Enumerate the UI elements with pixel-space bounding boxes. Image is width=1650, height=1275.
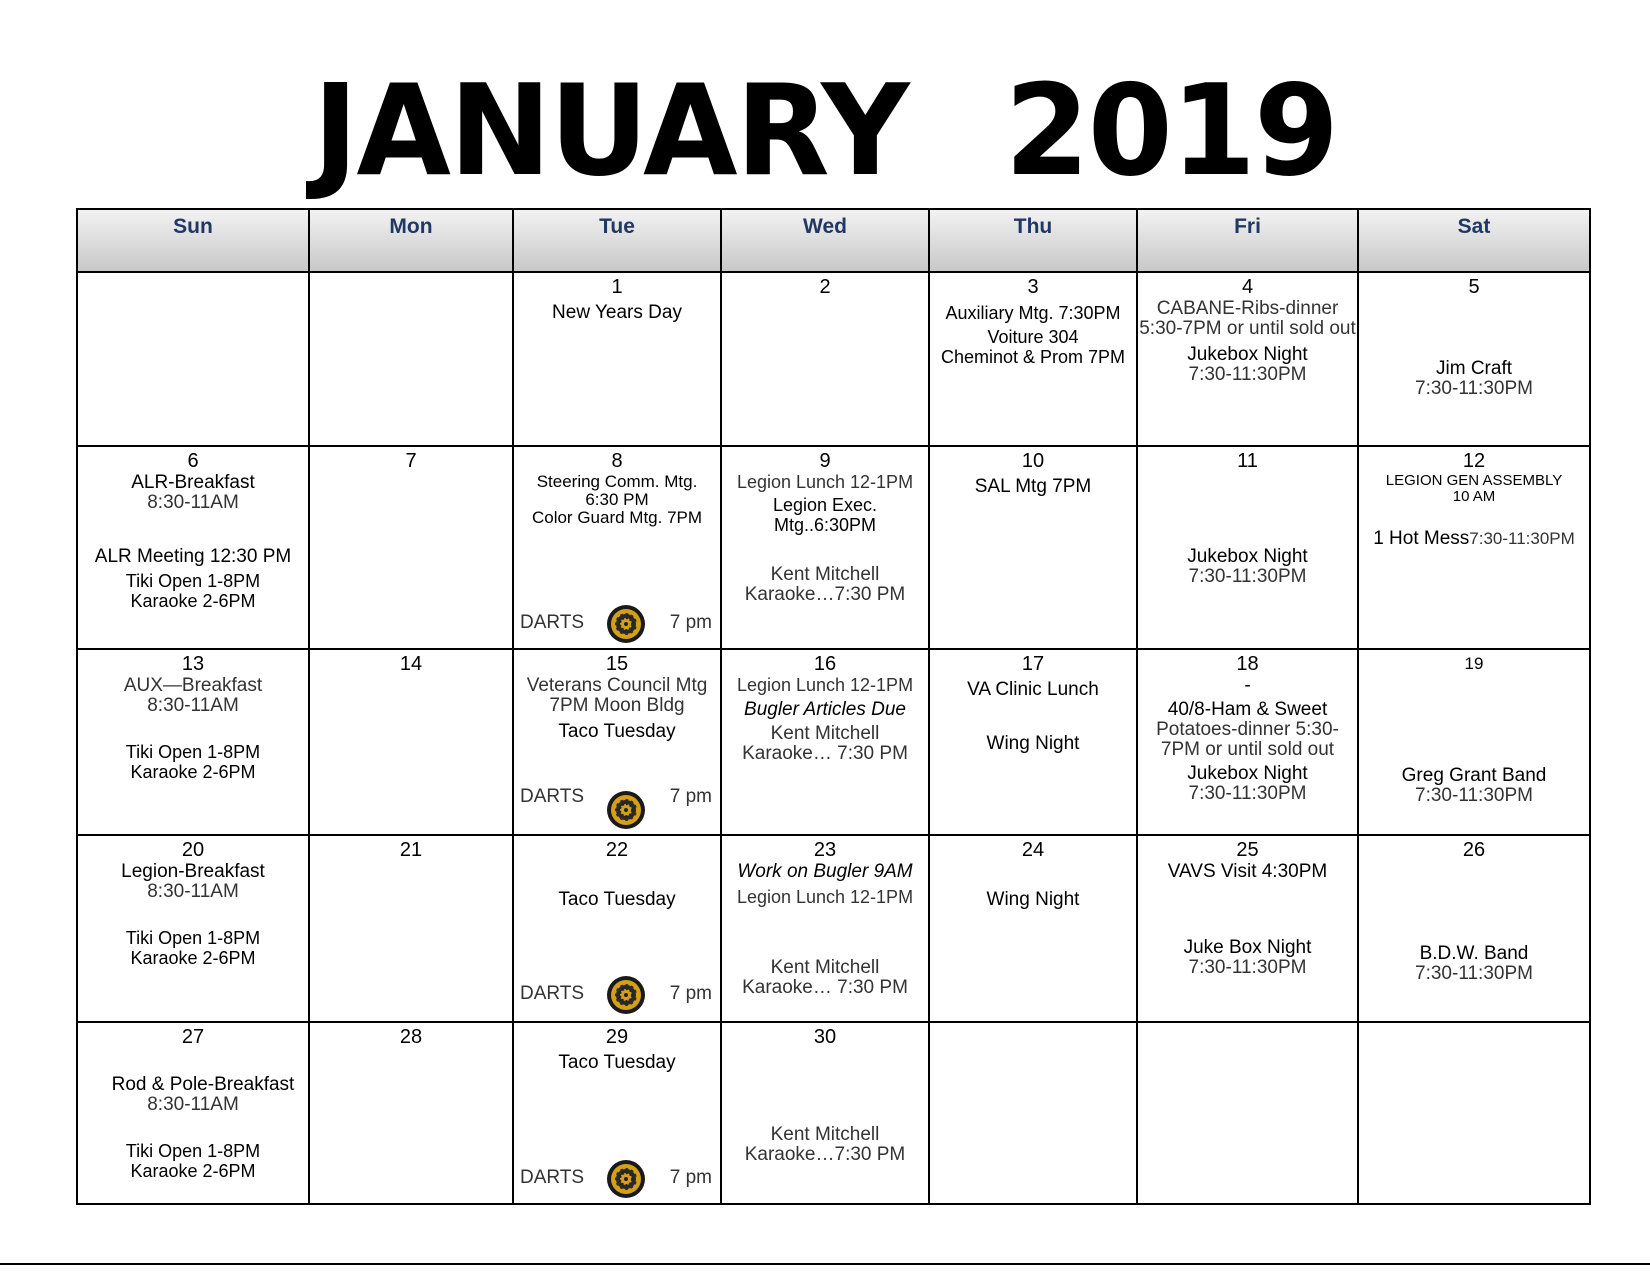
day-number: 10: [1021, 450, 1045, 472]
event: Jukebox Night: [1187, 763, 1308, 784]
day-cell: [721, 1022, 929, 1204]
event: Karaoke…7:30 PM: [744, 584, 906, 605]
day-number: 18: [1236, 653, 1259, 675]
dartboard-icon: [606, 790, 646, 830]
day-cell: [721, 835, 929, 1022]
day-number: 13: [181, 653, 205, 675]
day-number: 28: [399, 1026, 423, 1048]
darts-label: DARTS: [520, 612, 585, 633]
day-number: 4: [1241, 276, 1254, 298]
event: Wing Night: [986, 889, 1080, 910]
event: Voiture 304: [987, 327, 1079, 347]
darts-label: DARTS: [520, 786, 585, 807]
day-number: 17: [1021, 653, 1045, 675]
event: VAVS Visit 4:30PM: [1167, 861, 1328, 882]
day-cell-empty: [309, 272, 513, 446]
day-cell: [721, 649, 929, 835]
event: Legion-Breakfast: [121, 861, 265, 882]
event: Tiki Open 1-8PM: [125, 742, 261, 762]
event: Steering Comm. Mtg. 6:30 PM: [536, 472, 698, 509]
event: Veterans Council Mtg: [526, 675, 708, 696]
day-number: 27: [181, 1026, 205, 1048]
day-cell: [309, 649, 513, 835]
weekday-mon: Mon: [309, 209, 513, 272]
darts-event: [514, 602, 720, 644]
day-number: 16: [813, 653, 837, 675]
event: Tiki Open 1-8PM: [125, 928, 261, 948]
day-number: 3: [1027, 276, 1039, 298]
day-cell-empty: [929, 1022, 1137, 1204]
event: Greg Grant Band: [1401, 765, 1547, 786]
event: Legion Lunch 12-1PM: [736, 472, 914, 492]
day-number: 23: [813, 839, 837, 861]
weekday-fri: Fri: [1137, 209, 1358, 272]
event: Juke Box Night: [1183, 937, 1312, 958]
weekday-tue: Tue: [513, 209, 721, 272]
event: B.D.W. Band: [1419, 943, 1529, 964]
darts-time: 7 pm: [669, 983, 712, 1004]
day-number: 20: [181, 839, 205, 861]
title-month: JANUARY: [312, 57, 908, 204]
week-row: [77, 1022, 1590, 1204]
dartboard-icon: [606, 1159, 646, 1199]
day-number: 1: [611, 276, 623, 298]
event: Legion Lunch 12-1PM: [736, 887, 914, 907]
weekday-header-row: [77, 209, 1590, 272]
event: Legion Lunch 12-1PM: [736, 675, 914, 695]
event: 7:30-11:30PM: [1415, 785, 1533, 806]
day-number: 7: [405, 450, 417, 472]
event: Bugler Articles Due: [744, 699, 906, 720]
event: 8:30-11AM: [147, 1094, 239, 1115]
event: Karaoke…7:30 PM: [744, 1144, 906, 1165]
day-number: 14: [399, 653, 423, 675]
event: SAL Mtg 7PM: [974, 476, 1092, 497]
event: Kent Mitchell: [770, 1124, 880, 1145]
day-cell: [1137, 649, 1358, 835]
event: Tiki Open 1-8PM: [125, 1141, 261, 1161]
weekday-thu: Thu: [929, 209, 1137, 272]
darts-time: 7 pm: [669, 786, 712, 807]
day-cell: [929, 272, 1137, 446]
day-cell: [721, 272, 929, 446]
day-cell-empty: [1358, 1022, 1590, 1204]
day-number: 15: [605, 653, 629, 675]
day-number: 29: [605, 1026, 629, 1048]
event: 8:30-11AM: [147, 492, 239, 513]
day-cell: [1358, 649, 1590, 835]
event: VA Clinic Lunch: [967, 679, 1099, 700]
day-cell: [929, 649, 1137, 835]
event: 7:30-11:30PM: [1415, 963, 1533, 984]
event: 1 Hot Mess: [1373, 528, 1470, 549]
day-cell: [1358, 835, 1590, 1022]
title-year: 2019: [1004, 57, 1338, 204]
day-cell: [309, 835, 513, 1022]
event: 7:30-11:30PM: [1188, 364, 1307, 385]
event: Tiki Open 1-8PM: [125, 571, 261, 591]
event: Jukebox Night: [1187, 546, 1308, 567]
day-cell: [309, 1022, 513, 1204]
dartboard-icon: [606, 604, 646, 644]
event: ALR-Breakfast: [131, 472, 255, 493]
day-number: 21: [399, 839, 423, 861]
day-number: 8: [611, 450, 623, 472]
event: Karaoke 2-6PM: [130, 762, 256, 782]
day-cell: [721, 446, 929, 649]
day-number: 30: [813, 1026, 837, 1048]
darts-time: 7 pm: [669, 612, 712, 633]
event: Kent Mitchell: [770, 723, 880, 744]
event: 7:30-11:30PM: [1188, 566, 1307, 587]
page-bottom-rule: [0, 1263, 1650, 1265]
weekday-sun: Sun: [77, 209, 309, 272]
event: Jim Craft: [1436, 358, 1512, 379]
event: Karaoke… 7:30 PM: [742, 977, 908, 998]
day-cell: [513, 272, 721, 446]
event: Color Guard Mtg. 7PM: [531, 508, 703, 527]
day-cell: [77, 835, 309, 1022]
week-row: [77, 649, 1590, 835]
event: Wing Night: [986, 733, 1080, 754]
weekday-wed: Wed: [721, 209, 929, 272]
day-number: 24: [1021, 839, 1045, 861]
weekday-sat: Sat: [1358, 209, 1590, 272]
day-cell: [77, 1022, 309, 1204]
event: 5:30-7PM or until sold out: [1139, 318, 1356, 339]
darts-event: [514, 788, 720, 830]
event: Taco Tuesday: [558, 721, 676, 742]
day-cell: [513, 446, 721, 649]
week-row: [77, 272, 1590, 446]
darts-event: [514, 1157, 720, 1199]
event: 10 AM: [1452, 488, 1496, 505]
event: 8:30-11AM: [147, 881, 239, 902]
event: ALR Meeting 12:30 PM: [94, 546, 292, 567]
day-cell: [929, 835, 1137, 1022]
event: 7:30-11:30PM: [1188, 783, 1307, 804]
day-cell: [77, 446, 309, 649]
event: 40/8-Ham & Sweet: [1167, 699, 1328, 720]
day-cell: [1137, 272, 1358, 446]
event: Potatoes-dinner 5:30-7PM or until sold out: [1156, 719, 1339, 760]
event: Karaoke 2-6PM: [130, 591, 256, 611]
day-cell: [929, 446, 1137, 649]
event: Cheminot & Prom 7PM: [940, 347, 1126, 367]
event: Auxiliary Mtg. 7:30PM: [945, 303, 1121, 323]
event: Karaoke… 7:30 PM: [742, 743, 908, 764]
darts-label: DARTS: [520, 983, 585, 1004]
week-row: [77, 446, 1590, 649]
day-cell: [513, 835, 721, 1022]
day-number: 12: [1462, 450, 1486, 472]
week-row: [77, 835, 1590, 1022]
event: Rod & Pole-Breakfast: [111, 1074, 295, 1095]
day-cell-empty: [1137, 1022, 1358, 1204]
day-cell: [1137, 446, 1358, 649]
dartboard-icon: [606, 975, 646, 1015]
day-number: 2: [819, 276, 831, 298]
event: Taco Tuesday: [558, 889, 676, 910]
event: LEGION GEN ASSEMBLY: [1385, 472, 1563, 489]
event: Jukebox Night: [1187, 344, 1308, 365]
event: CABANE-Ribs-dinner: [1156, 298, 1339, 319]
event: 7:30-11:30PM: [1415, 378, 1533, 399]
event: 8:30-11AM: [147, 695, 239, 716]
day-number: 19: [1464, 654, 1484, 673]
calendar-grid: [76, 208, 1591, 1205]
day-cell: [1137, 835, 1358, 1022]
day-cell: [1358, 272, 1590, 446]
day-cell: [77, 649, 309, 835]
day-cell-empty: [77, 272, 309, 446]
event: Kent Mitchell: [770, 957, 880, 978]
day-cell: [513, 1022, 721, 1204]
day-number: 22: [605, 839, 629, 861]
event: Kent Mitchell: [770, 564, 880, 585]
darts-event: [514, 973, 720, 1015]
day-number: 11: [1237, 450, 1258, 472]
day-cell: [513, 649, 721, 835]
event-time: 7:30-11:30PM: [1469, 529, 1575, 548]
day-cell: [309, 446, 513, 649]
event: 7PM Moon Bldg: [549, 695, 685, 716]
event: -: [1244, 675, 1251, 696]
day-number: 5: [1468, 276, 1480, 298]
day-number: 6: [187, 450, 199, 472]
event: Taco Tuesday: [558, 1052, 676, 1073]
event: Karaoke 2-6PM: [130, 948, 256, 968]
event: AUX—Breakfast: [123, 675, 263, 696]
day-number: 9: [819, 450, 831, 472]
day-cell: [1358, 446, 1590, 649]
event: 7:30-11:30PM: [1188, 957, 1307, 978]
calendar-title: [25, 57, 1626, 204]
darts-label: DARTS: [520, 1167, 585, 1188]
event: Karaoke 2-6PM: [130, 1161, 256, 1181]
event: Work on Bugler 9AM: [737, 861, 913, 882]
day-number: 26: [1462, 839, 1486, 861]
event: Legion Exec. Mtg..6:30PM: [772, 495, 878, 535]
event: New Years Day: [552, 302, 682, 323]
day-number: 25: [1236, 839, 1259, 861]
darts-time: 7 pm: [669, 1167, 712, 1188]
